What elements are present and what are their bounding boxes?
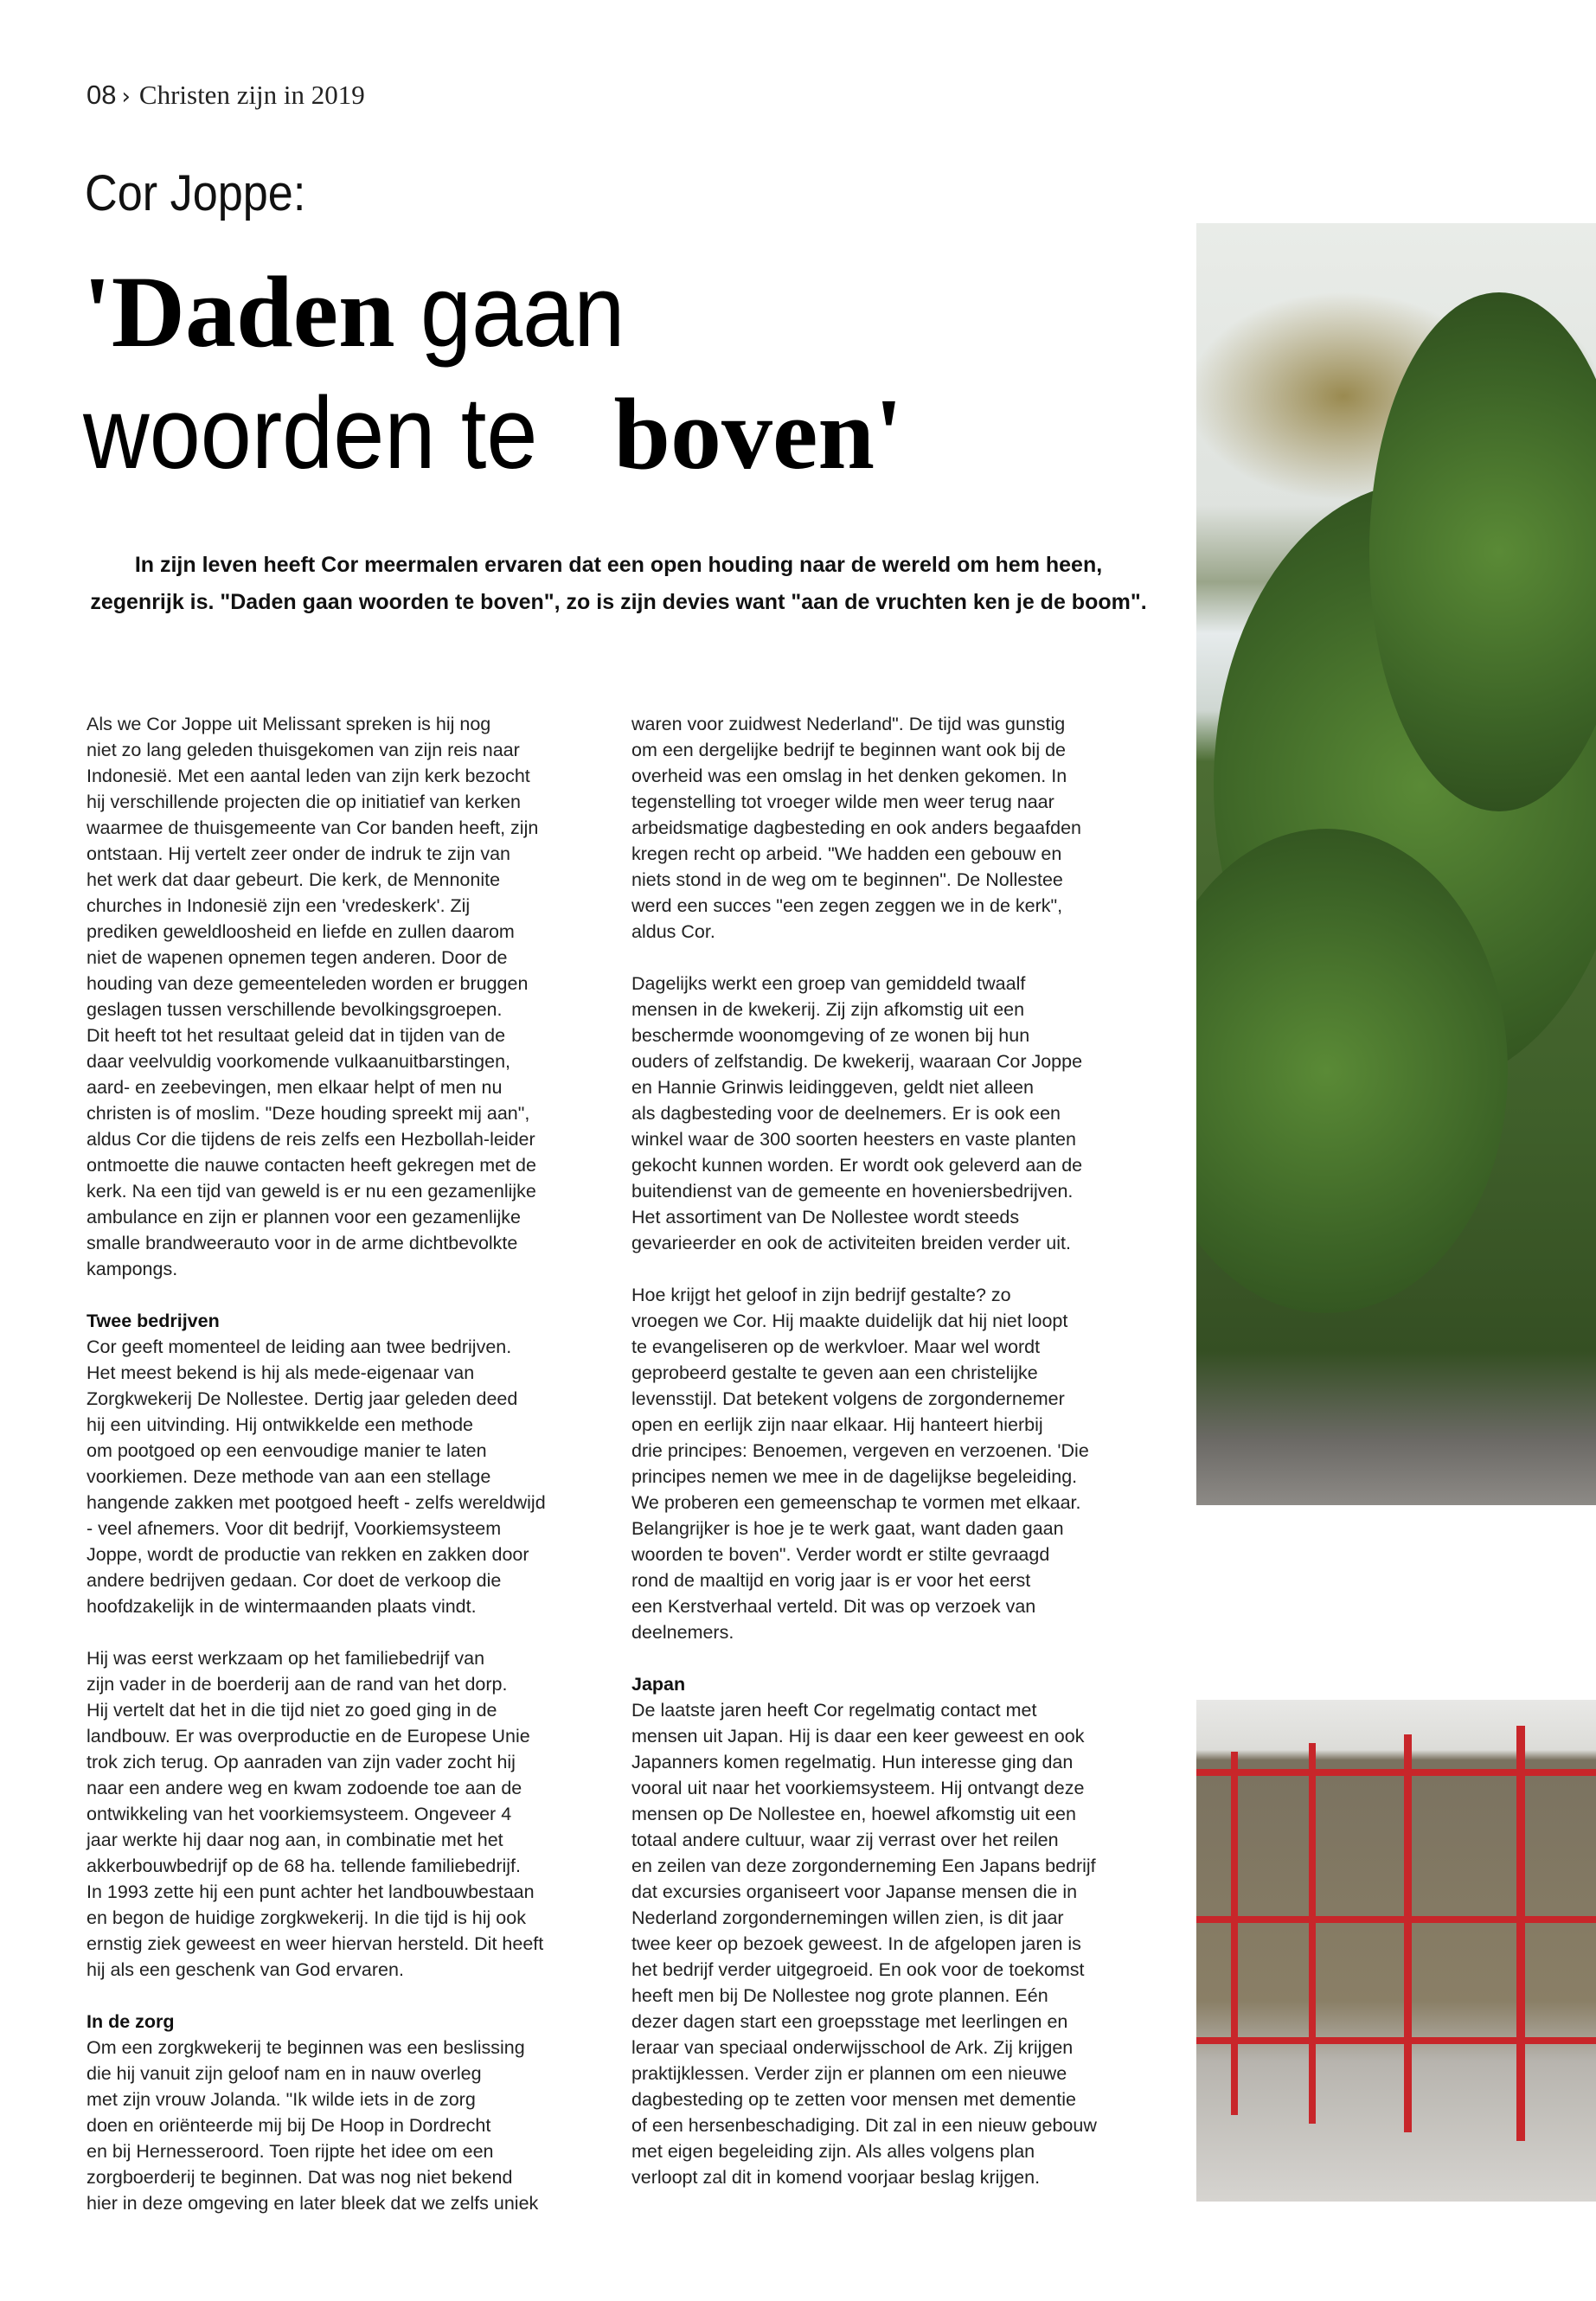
article-headline <box>83 251 903 495</box>
article-intro: In zijn leven heeft Cor meermalen ervaren dat een open houding naar de wereld om hem heen, zegenrijk is. "Daden gaan woorden te boven", zo is zijn devies want "aan de vruchten ken je de boom". <box>90 553 1147 614</box>
paragraph: De laatste jaren heeft Cor regelmatig contact met mensen uit Japan. Hij is daar een keer geweest en ook Japanners komen regelmatig. Hun interesse ging dan vooral uit naar het voorkiemsysteem. Hij ontvangt deze mensen op De Nollestee en, hoewel afkomstig uit een totaal andere cultuur, waar zij verrast over het reilen en zeilen van deze zorgonderneming Een Japans bedrijf dat excursies organiseert voor Japanse mensen die in Nederland zorgondernemingen willen zien, is dit jaar twee keer op bezoek geweest. In de afgelopen jaren is het bedrijf verder uitgegroeid. En ook voor de toekomst heeft men bij De Nollestee nog grote plannen. Eén dezer dagen start een groepsstage met leerlingen en leraar van speciaal onderwijsschool de Ark. Zij krijgen praktijklessen. Verder zijn er plannen om een nieuwe dagbesteding op te zetten voor mensen met dementie of een hersenbeschadiging. Dit zal in een nieuw gebouw met eigen begeleiding zijn. Als alles volgens plan verloopt zal dit in komend voorjaar beslag krijgen. <box>631 1700 1097 2188</box>
running-header <box>87 80 365 111</box>
potato-racks-photo <box>1196 1700 1596 2202</box>
article-kicker: Cor Joppe: <box>85 165 306 221</box>
page-number: 08 <box>87 80 117 110</box>
paragraph: Cor geeft momenteel de leiding aan twee bedrijven. Het meest bekend is hij als mede-eigenaar van Zorgkwekerij De Nollestee. Dertig jaar geleden deed hij een uitvinding. Hij ontwikkelde een methode om pootgoed op een eenvoudige manier te laten voorkiemen. Deze methode van aan een stellage hangende zakken met pootgoed heeft - zelfs wereldwijd - veel afnemers. Voor dit bedrijf, Voorkiemsysteem Joppe, wordt de productie van rekken en zakken door andere bedrijven gedaan. Cor doet de verkoop die hoofdzakelijk in de wintermaanden plaats vindt. <box>87 1336 546 1617</box>
chevron-right-icon: › <box>121 84 131 110</box>
hedge-photo <box>1196 223 1596 1505</box>
paragraph: waren voor zuidwest Nederland". De tijd was gunstig om een dergelijke bedrijf te beginnen want ook bij de overheid was een omslag in het denken gekomen. In tegenstelling tot vroeger wilde men weer terug naar arbeidsmatige dagbesteding en ook anders begaafden kregen recht op arbeid. "We hadden een gebouw en niets stond in de weg om te beginnen". De Nollestee werd een succes "een zegen zeggen we in de kerk", aldus Cor. <box>631 714 1081 942</box>
headline-light-1: gaan <box>420 254 625 369</box>
section-heading: Twee bedrijven <box>87 1311 220 1331</box>
paragraph: Om een zorgkwekerij te beginnen was een beslissing die hij vanuit zijn geloof nam en in nauw overleg met zijn vrouw Jolanda. "Ik wilde iets in de zorg doen en oriënteerde mij bij De Hoop in Dordrecht en bij Hernesseroord. Toen rijpte het idee om een zorgboerderij te beginnen. Dat was nog niet bekend hier in deze omgeving en later bleek dat we zelfs uniek <box>87 2037 539 2214</box>
headline-bold-2: boven' <box>613 377 903 490</box>
paragraph: Hij was eerst werkzaam op het familiebedrijf van zijn vader in de boerderij aan de rand van het dorp. Hij vertelt dat het in die tijd niet zo goed ging in de landbouw. Er was overproductie en de Europese Unie trok zich terug. Op aanraden van zijn vader zocht hij naar een andere weg en kwam zodoende toe aan de ontwikkeling van het voorkiemsysteem. Ongeveer 4 jaar werkte hij daar nog aan, in combinatie met het akkerbouwbedrijf op de 68 ha. tellende familiebedrijf. In 1993 zette hij een punt achter het landbouwbestaan en begon de huidige zorgkwekerij. In die tijd is hij ook ernstig ziek geweest en weer hiervan hersteld. Dit heeft hij als een geschenk van God ervaren. <box>87 1648 544 1980</box>
section-heading: Japan <box>631 1674 686 1695</box>
article-column-1 <box>87 711 623 2242</box>
headline-light-2: woorden te <box>83 376 538 490</box>
paragraph: Als we Cor Joppe uit Melissant spreken is hij nog niet zo lang geleden thuisgekomen van zijn reis naar Indonesië. Met een aantal leden van zijn kerk bezocht hij verschillende projecten die op initiatief van kerken waarmee de thuisgemeente van Cor banden heeft, zijn ontstaan. Hij vertelt zeer onder de indruk te zijn van het werk dat daar gebeurt. Die kerk, de Mennonite churches in Indonesië zijn een 'vredeskerk'. Zij prediken geweldloosheid en liefde en zullen daarom niet de wapenen opnemen tegen anderen. Door de houding van deze gemeenteleden worden er bruggen geslagen tussen verschillende bevolkingsgroepen. Dit heeft tot het resultaat geleid dat in tijden van de daar veelvuldig voorkomende vulkaanuitbarstingen, aard- en zeebevingen, men elkaar helpt of men nu christen is of moslim. "Deze houding spreekt mij aan", aldus Cor die tijdens de reis zelfs een Hezbollah-leider ontmoette die nauwe contacten heeft gekregen met de kerk. Na een tijd van geweld is er nu een gezamenlijke ambulance en zijn er plannen voor een gezamenlijke smalle brandweerauto voor in de arme dichtbevolkte kampongs. <box>87 714 539 1279</box>
section-heading: In de zorg <box>87 2011 175 2032</box>
article-column-2 <box>631 711 1168 2216</box>
paragraph: Hoe krijgt het geloof in zijn bedrijf gestalte? zo vroegen we Cor. Hij maakte duidelijk dat hij niet loopt te evangeliseren op de werkvloer. Maar wel wordt geprobeerd gestalte te geven aan een christelijke levensstijl. Dat betekent volgens de zorgondernemer open en eerlijk zijn naar elkaar. Hij hanteert hierbij drie principes: Benoemen, vergeven en verzoenen. 'Die principes nemen we mee in de dagelijkse begeleiding. We proberen een gemeenschap te vormen met elkaar. Belangrijker is hoe je te werk gaat, want daden gaan woorden te boven". Verder wordt er stilte gevraagd rond de maaltijd en vorig jaar is er voor het eerst een Kerstverhaal verteld. Dit was op verzoek van deelnemers. <box>631 1285 1089 1643</box>
headline-bold-1: 'Daden <box>83 255 395 369</box>
paragraph: Dagelijks werkt een groep van gemiddeld twaalf mensen in de kwekerij. Zij zijn afkomstig uit een beschermde woonomgeving of ze wonen bij hun ouders of zelfstandig. De kwekerij, waaraan Cor Joppe en Hannie Grinwis leidinggeven, geldt niet alleen als dagbesteding voor de deelnemers. Er is ook een winkel waar de 300 soorten heesters en vaste planten gekocht kunnen worden. Er wordt ook geleverd aan de buitendienst van de gemeente en hoveniersbedrijven. Het assortiment van De Nollestee wordt steeds gevarieerder en ook de activiteiten breiden verder uit. <box>631 973 1083 1253</box>
section-title: Christen zijn in 2019 <box>138 80 365 110</box>
